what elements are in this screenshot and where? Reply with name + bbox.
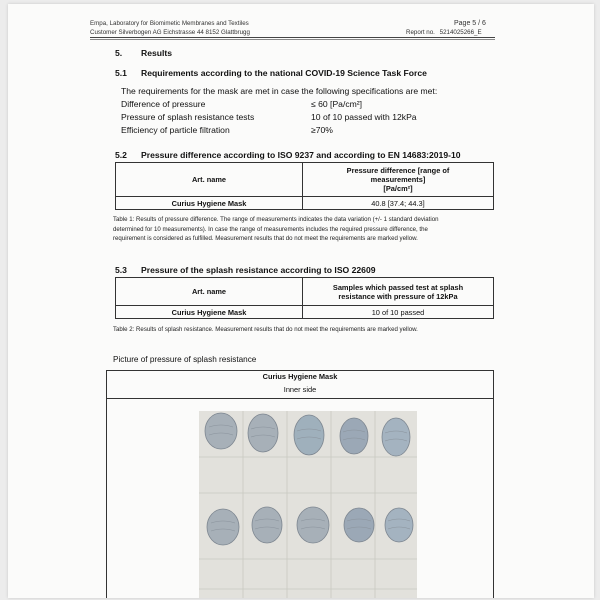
col-samples-passed (303, 278, 494, 306)
req-label-filtration: Efficiency of particle filtration (121, 125, 230, 135)
mask-sample (294, 415, 324, 455)
table-header-row (116, 278, 494, 306)
col-line: resistance with pressure of 12kPa (338, 291, 458, 301)
mask-sample (385, 508, 413, 542)
section-51-number: 5.1 (115, 68, 127, 78)
col-line: Samples which passed test at splash (332, 282, 464, 292)
header-org: Empa, Laboratory for Biomimetic Membranes and Textiles (90, 20, 249, 27)
row-splash-value: 10 of 10 passed (303, 306, 494, 319)
report-label: Report no. (406, 29, 435, 36)
table-1-caption (113, 215, 505, 244)
caption-line: requirement is considered as fulfilled. Measurement results that do not meet the requirements are marked yellow. (113, 235, 418, 243)
report-number: 5214025266_E (439, 29, 482, 36)
col-pressure-difference (303, 163, 494, 197)
row-art-name: Curius Hygiene Mask (116, 306, 303, 319)
document-page (8, 4, 594, 598)
picture-divider (107, 398, 493, 399)
caption-line: determined for 10 measurements). In case the range of measurements includes the required pressure difference, the (113, 225, 428, 233)
table-row (116, 197, 494, 210)
table-header-row (116, 163, 494, 197)
header-rule-thin (90, 39, 495, 40)
section-5-title: Results (141, 48, 173, 58)
header-page: Page 5 / 6 (454, 20, 486, 27)
req-value-pressure: ≤ 60 [Pa/cm²] (311, 99, 363, 109)
mask-sample (344, 508, 374, 542)
picture-subtitle: Inner side (283, 385, 317, 394)
section-52-number: 5.2 (115, 150, 127, 160)
section-5-number: 5. (115, 48, 123, 58)
mask-sample (252, 507, 282, 543)
req-label-splash: Pressure of splash resistance tests (121, 112, 255, 122)
mask-photo (199, 411, 417, 598)
requirements-intro: The requirements for the mask are met in case the following specifications are met: (121, 86, 438, 96)
pressure-difference-table (115, 162, 494, 210)
section-53-title: Pressure of the splash resistance according to ISO 22609 (141, 265, 376, 275)
col-line: [Pa/cm²] (383, 184, 413, 193)
req-value-filtration: ≥70% (311, 125, 333, 135)
col-line: measurements] (370, 175, 426, 184)
row-pressure-value: 40.8 [37.4; 44.3] (303, 197, 494, 210)
req-value-splash: 10 of 10 passed with 12kPa (311, 112, 417, 122)
section-51-title: Requirements according to the national COVID-19 Science Task Force (141, 68, 427, 78)
req-label-pressure: Difference of pressure (121, 99, 206, 109)
picture-heading: Picture of pressure of splash resistance (113, 355, 257, 364)
mask-sample (340, 418, 368, 454)
splash-resistance-table (115, 277, 494, 319)
section-52-title: Pressure difference according to ISO 9237 and according to EN 14683:2019-10 (141, 150, 461, 160)
header-report (406, 29, 482, 36)
col-art-name: Art. name (116, 278, 303, 306)
row-art-name: Curius Hygiene Mask (116, 197, 303, 210)
header-rule (90, 37, 495, 38)
col-art-name: Art. name (116, 163, 303, 197)
col-line: Pressure difference [range of (346, 166, 450, 175)
mask-sample (205, 413, 237, 449)
header-customer: Customer Silverbogen AG Eichstrasse 44 8152 Glattbrugg (90, 29, 250, 36)
mask-sample (248, 414, 278, 452)
picture-box (106, 370, 494, 598)
table-row (116, 306, 494, 319)
mask-sample (297, 507, 329, 543)
mask-sample (207, 509, 239, 545)
caption-line: Table 1: Results of pressure difference. The range of measurements indicates the data variation (+/- 1 standard deviation (113, 216, 439, 223)
mask-sample (382, 418, 410, 456)
section-53-number: 5.3 (115, 265, 127, 275)
table-2-caption: Table 2: Results of splash resistance. Measurement results that do not meet the requirements are marked yellow. (113, 326, 418, 333)
picture-title: Curius Hygiene Mask (262, 372, 338, 381)
